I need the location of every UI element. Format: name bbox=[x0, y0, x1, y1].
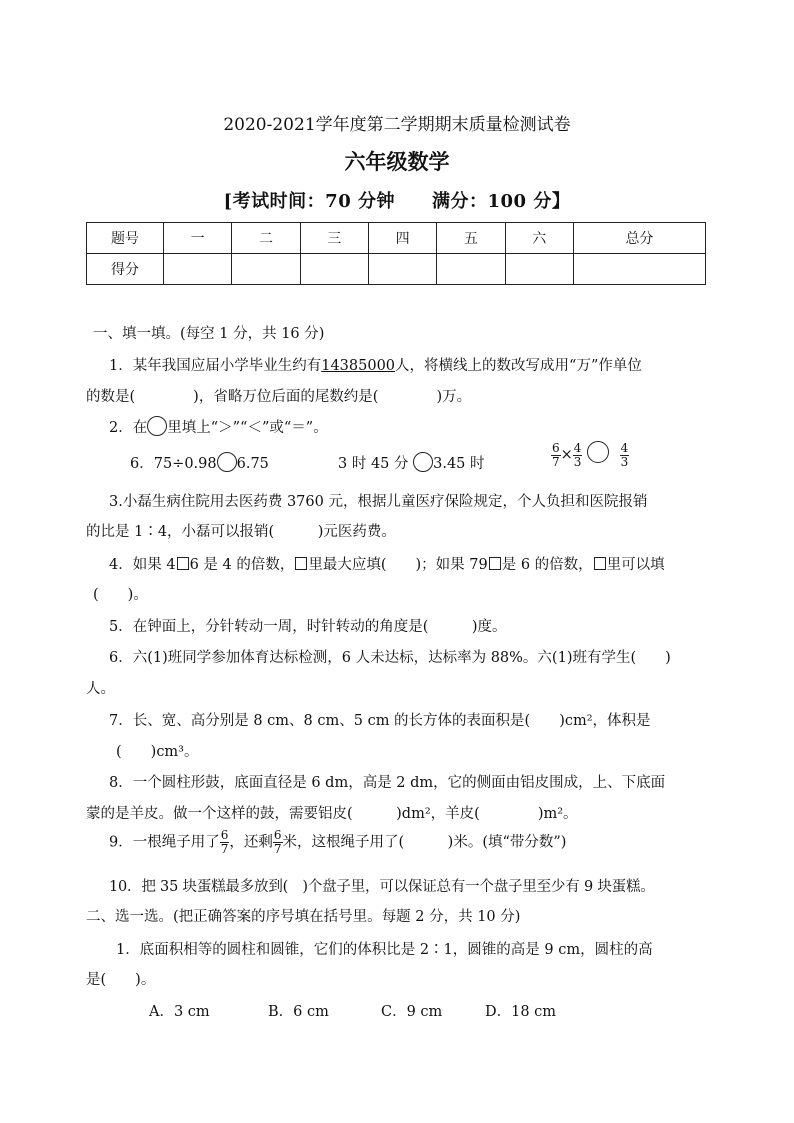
denominator: 7 bbox=[552, 454, 560, 469]
table-cell: 得分 bbox=[87, 254, 164, 285]
fraction bbox=[620, 442, 630, 469]
table-cell: 六 bbox=[505, 223, 573, 254]
blank-box bbox=[295, 557, 307, 570]
text: 米，这根绳子用了( )米。(填“带分数”) bbox=[282, 834, 567, 851]
fraction bbox=[273, 829, 283, 856]
score-cell[interactable] bbox=[505, 254, 573, 285]
question-8-line2: 蒙的是羊皮。做一个这样的鼓，需要铝皮( )dm²，羊皮( )m²。 bbox=[86, 806, 578, 822]
text: 6.75 bbox=[236, 456, 269, 472]
text: 3 时 45 分 bbox=[338, 456, 409, 472]
blank-box bbox=[594, 557, 606, 570]
denominator: 3 bbox=[620, 454, 629, 469]
option-b[interactable]: B．6 cm bbox=[268, 1004, 329, 1020]
answer-circle[interactable] bbox=[413, 452, 433, 472]
table-cell: 一 bbox=[164, 223, 232, 254]
section1-heading: 一、填一填。(每空 1 分，共 16 分) bbox=[93, 326, 325, 342]
s2-question-1-line1: 1．底面积相等的圆柱和圆锥，它们的体积比是 2∶1，圆锥的高是 9 cm，圆柱的高 bbox=[116, 942, 653, 958]
text: 是 6 的倍数， bbox=[501, 557, 593, 573]
text: 9．一根绳子用了 bbox=[109, 834, 220, 851]
underlined-number: 14385000 bbox=[321, 358, 396, 374]
question-2a bbox=[130, 452, 269, 473]
table-cell: 五 bbox=[437, 223, 505, 254]
question-2-line1 bbox=[109, 416, 328, 437]
score-cell[interactable] bbox=[232, 254, 300, 285]
table-header-row bbox=[87, 223, 706, 254]
blank-box bbox=[177, 557, 189, 570]
operator: × bbox=[560, 447, 573, 463]
denominator: 7 bbox=[220, 842, 229, 856]
text: 人，将横线上的数改写成用“万”作单位 bbox=[395, 358, 642, 374]
blank-box bbox=[489, 557, 501, 570]
score-cell[interactable] bbox=[300, 254, 368, 285]
answer-circle[interactable] bbox=[217, 452, 237, 472]
table-cell: 题号 bbox=[87, 223, 164, 254]
text: 4．如果 4 bbox=[109, 557, 176, 573]
question-6-line2: 人。 bbox=[86, 681, 115, 697]
numerator: 6 bbox=[220, 828, 229, 842]
denominator: 3 bbox=[573, 454, 582, 469]
question-6-line1: 6．六(1)班同学参加体育达标检测，6 人未达标，达标率为 88%。六(1)班有学生( ) bbox=[109, 650, 671, 666]
question-9 bbox=[109, 829, 566, 856]
numerator: 4 bbox=[620, 440, 629, 455]
question-3-line2: 的比是 1∶4，小磊可以报销( )元医药费。 bbox=[86, 524, 396, 540]
numerator: 6 bbox=[552, 440, 560, 455]
score-cell[interactable] bbox=[437, 254, 505, 285]
option-d[interactable]: D．18 cm bbox=[485, 1004, 557, 1020]
table-cell: 二 bbox=[232, 223, 300, 254]
fraction bbox=[551, 442, 561, 469]
text: 6．75÷0.98 bbox=[130, 456, 217, 472]
text: 里填上“＞”“＜”或“＝”。 bbox=[167, 420, 328, 436]
question-10: 10．把 35 块蛋糕最多放到( )个盘子里，可以保证总有一个盘子里至少有 9 块蛋糕。 bbox=[109, 879, 655, 895]
score-cell[interactable] bbox=[368, 254, 436, 285]
exam-info: [考试时间：70 分钟 满分：100 分】 bbox=[223, 191, 571, 212]
question-8-line1: 8．一个圆柱形鼓，底面直径是 6 dm，高是 2 dm，它的侧面由铝皮围成，上、下底面 bbox=[109, 775, 666, 791]
exam-title: 2020-2021学年度第二学期期末质量检测试卷 bbox=[223, 115, 571, 135]
table-cell: 总分 bbox=[573, 223, 705, 254]
question-2b bbox=[338, 452, 485, 473]
question-5: 5．在钟面上，分针转动一周，时针转动的角度是( )度。 bbox=[109, 619, 507, 635]
text: 3.45 时 bbox=[433, 456, 485, 472]
score-table bbox=[86, 222, 706, 285]
question-1-line1 bbox=[109, 354, 642, 375]
question-1-line2: 的数是( )，省略万位后面的尾数约是( )万。 bbox=[86, 389, 472, 405]
text: 6 是 4 的倍数， bbox=[189, 557, 295, 573]
answer-circle[interactable] bbox=[587, 441, 609, 463]
table-cell: 四 bbox=[368, 223, 436, 254]
exam-subtitle: 六年级数学 bbox=[344, 149, 450, 174]
option-c[interactable]: C．9 cm bbox=[381, 1004, 443, 1020]
option-a[interactable]: A．3 cm bbox=[149, 1004, 210, 1020]
denominator: 7 bbox=[273, 842, 282, 856]
question-4-line1 bbox=[109, 553, 665, 574]
section2-heading: 二、选一选。(把正确答案的序号填在括号里。每题 2 分，共 10 分) bbox=[86, 909, 521, 925]
question-2c bbox=[551, 441, 629, 469]
question-3-line1: 3.小磊生病住院用去医药费 3760 元，根据儿童医疗保险规定，个人负担和医院报销 bbox=[109, 494, 648, 510]
numerator: 4 bbox=[573, 440, 582, 455]
table-row bbox=[87, 254, 706, 285]
numerator: 6 bbox=[273, 828, 282, 842]
text: 1．某年我国应届小学毕业生约有 bbox=[109, 358, 322, 374]
table-cell: 三 bbox=[300, 223, 368, 254]
question-4-line2: ( )。 bbox=[93, 587, 148, 603]
score-cell[interactable] bbox=[164, 254, 232, 285]
s2-question-1-line2: 是( )。 bbox=[86, 972, 156, 988]
text: 里最大应填( )；如果 79 bbox=[308, 557, 488, 573]
text: 里可以填 bbox=[606, 557, 665, 573]
fraction bbox=[573, 442, 583, 469]
question-7-line2: ( )cm³。 bbox=[116, 744, 199, 760]
question-7-line1: 7．长、宽、高分别是 8 cm、8 cm、5 cm 的长方体的表面积是( )cm²，体积是 bbox=[109, 713, 651, 729]
circle-icon bbox=[147, 416, 167, 436]
text: ，还剩 bbox=[229, 834, 273, 851]
text: 2．在 bbox=[109, 420, 148, 436]
score-cell[interactable] bbox=[573, 254, 705, 285]
fraction bbox=[220, 829, 230, 856]
